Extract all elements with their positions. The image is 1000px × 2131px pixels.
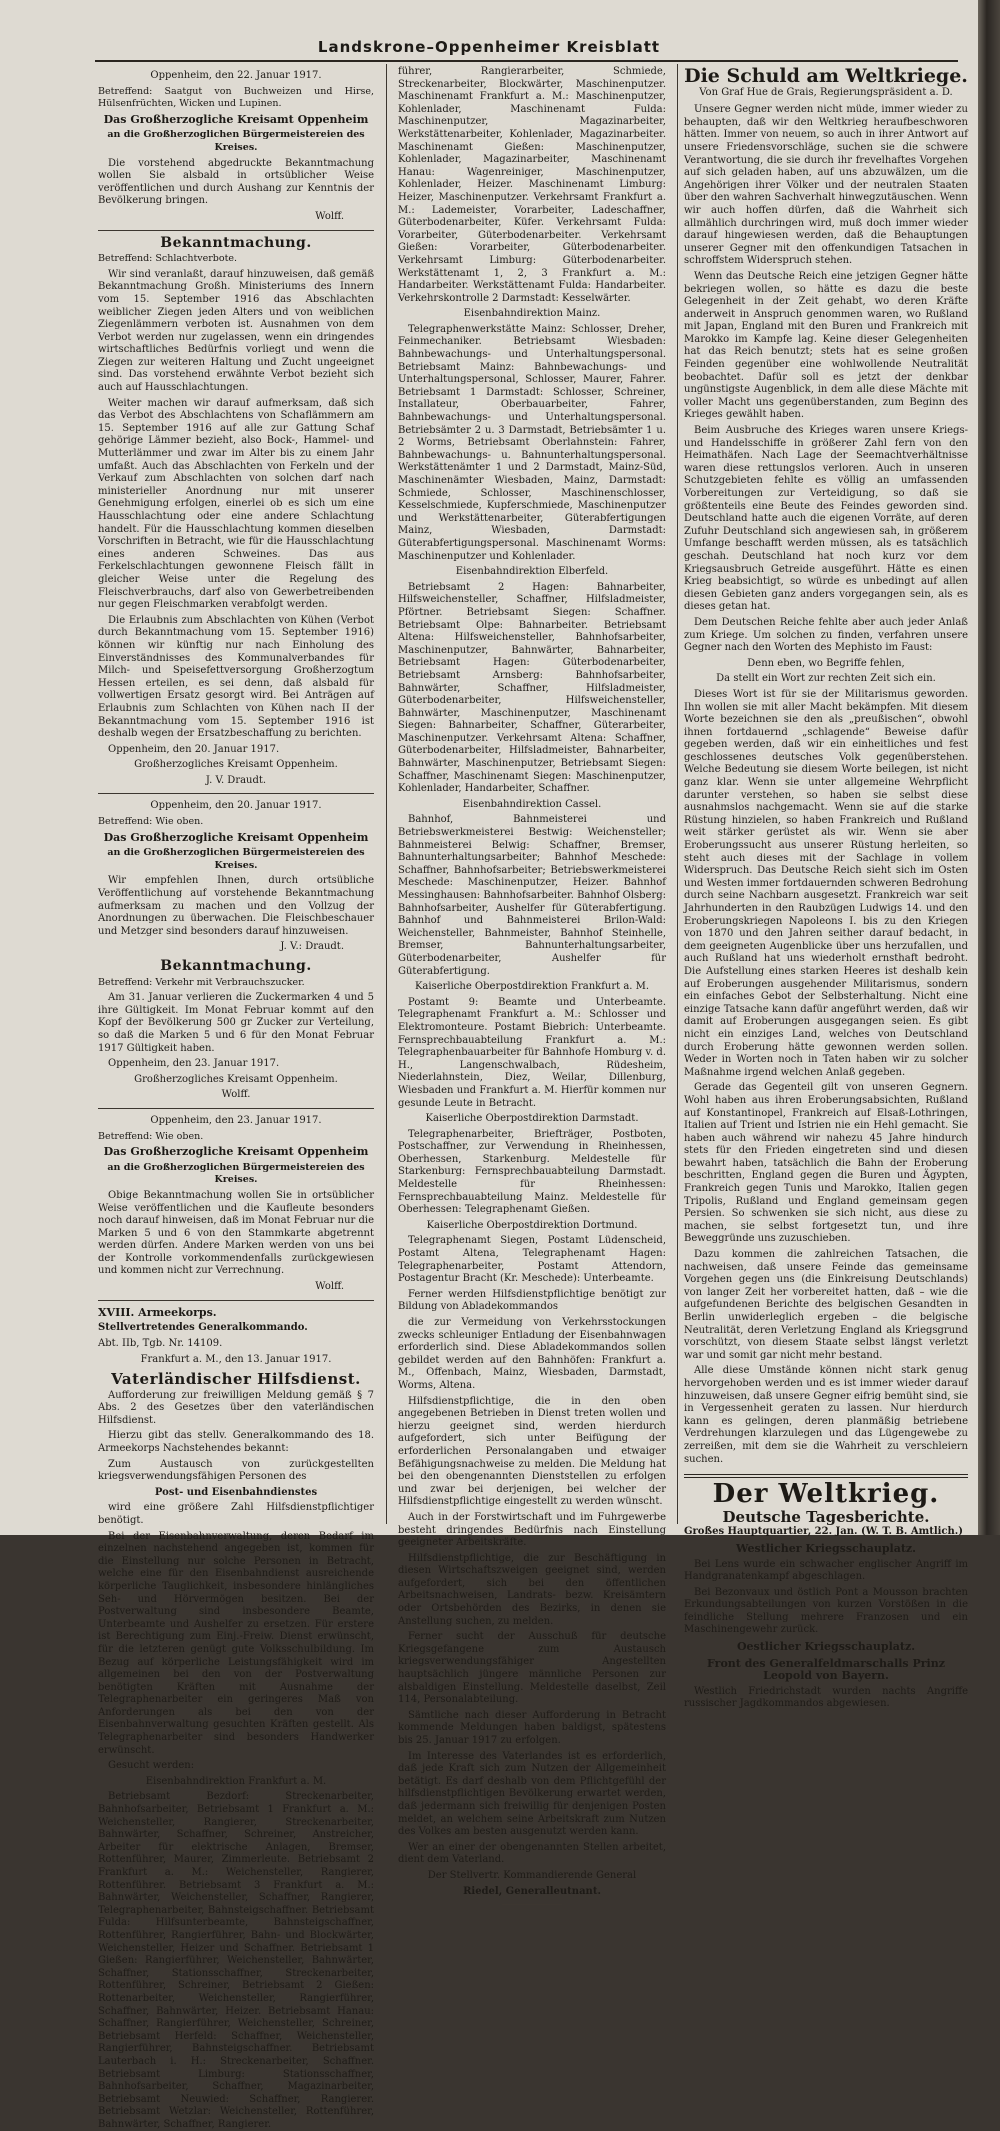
separator <box>98 1108 374 1109</box>
section-heading: Bekanntmachung. <box>160 958 312 974</box>
subsection-heading: Eisenbahndirektion Frankfurt a. M. <box>145 1775 327 1787</box>
reference-line: Betreffend: Saatgut von Buchweizen und Hirse, Hülsenfrüchten, Wicken und Lupinen. <box>98 85 374 110</box>
article-byline: Von Graf Hue de Grais, Regierungspräsident a. D. <box>699 86 953 98</box>
paragraph: Obige Bekanntmachung wollen Sie in ortsüblicher Weise veröffentlichen und die Kaufleute besonders noch darauf hinweisen, daß im Monat Februar nur die Marken 5 und 6 von den Stammkarte abgetrennt werden dürfen. Andere Marken werden von uns bei der Kontrolle vorkommendenfalls zurückgewiesen und kommen nicht zur Verrechnung. <box>98 1189 374 1277</box>
quote-line: Da stellt ein Wort zur rechten Zeit sich ein. <box>716 673 936 685</box>
subsection-heading: Oestlicher Kriegsschauplatz. <box>736 1640 916 1654</box>
paragraph: Postamt 9: Beamte und Unterbeamte. Telegraphenamt Frankfurt a. M.: Schlosser und Elektromonteure. Postamt Biebrich: Unterbeamte. Fernsprechbauabteilung Frankfurt a. M.: Telegraphenbauarbeiter für Bahnhofe Homburg v. d. H., Langenschwalbach, Rüdesheim, Niederlahnstein, Diez, Weilar, Dillenburg, Wiesbaden und Frankfurt a. M. Hierfür kommen nur gesunde Leute in Betracht. <box>398 996 666 1109</box>
paragraph: Bei Lens wurde ein schwacher englischer Angriff im Handgranatenkampf abgeschlagen. <box>684 1558 968 1583</box>
paragraph: Am 31. Januar verlieren die Zuckermarken 4 und 5 ihre Gültigkeit. Im Monat Februar kommt auf den Kopf der Bevölkerung 500 gr Zucker zur Verteilung, so daß die Marken 5 und 6 für den Monat Februar 1917 Gültigkeit haben. <box>98 992 374 1054</box>
section-heading: Vaterländischer Hilfsdienst. <box>111 1370 361 1389</box>
article-title: Die Schuld am Weltkriege. <box>684 65 968 87</box>
office-subheading: an die Großherzoglichen Bürgermeistereien des Kreises. <box>107 129 365 153</box>
paragraph: Wir empfehlen Ihnen, durch ortsübliche Veröffentlichung auf vorstehende Bekanntmachung aufmerksam zu machen und den Vollzug der Anordnungen zu überwachen. Die Fleischbeschauer und Metzger sind besonders darauf hinzuweisen. <box>98 875 374 937</box>
paragraph: Gerade das Gegenteil gilt von unseren Gegnern. Wohl haben aus ihren Eroberungsabsichten, Rußland auf Konstantinopel, Frankreich auf Elsaß-Lothringen, Italien auf Trient und Istrien nie ein Hehl gemacht. Sie haben auch während wir nahezu 45 Jahre hindurch stets für den Frieden eingetreten sind und diesen bewahrt haben, tatsächlich die Bahn der Eroberung beschritten, England gegen die Buren und Ägypten, Frankreich gegen Tunis und Marokko, Italien gegen Tripolis, Rußland und England gemeinsam gegen Persien. So schwenken sie sich nicht, aus diese zu machen, sie selbst fortgesetzt tun, und ihre Beweggründe uns zuzuschieben. <box>684 1082 968 1245</box>
paragraph: Wir sind veranlaßt, darauf hinzuweisen, daß gemäß Bekanntmachung Großh. Ministeriums des Innern vom 15. September 1916 das Abschlachten weiblicher Ziegen jeden Alters und von weiblichen Ziegenlämmern verboten ist. Ausnahmen von dem Verbot werden nur zugelassen, wenn ein dringendes wirtschaftliches Bedürfnis vorliegt und wenn die Ziegen zur weiteren Haltung und Zucht ungeeignet sind. Das vorstehend erwähnte Verbot bezieht sich auch auf Hausschlachtungen. <box>98 268 374 394</box>
signature: Wolff. <box>221 1089 251 1101</box>
office-heading: Das Großherzogliche Kreisamt Oppenheim <box>103 1145 369 1159</box>
signature: J. V.: Draudt. <box>280 941 344 953</box>
office-subheading: an die Großherzoglichen Bürgermeistereien des Kreises. <box>107 1161 365 1186</box>
signature: Riedel, Generalleutnant. <box>463 1885 601 1897</box>
paragraph: Gesucht werden: <box>108 1760 195 1772</box>
subsection-heading: Eisenbahndirektion Cassel. <box>462 798 602 810</box>
paragraph: Telegraphenarbeiter, Briefträger, Postboten, Postschaffner, zur Verwendung in Rheinhessen, Oberhessen, Starkenburg. Meldestelle für Starkenburg: Fernsprechbauabteilung Darmstadt. Meldestelle für Rheinhessen: Fernsprechbauabteilung Mainz. Meldestelle für Oberhessen: Telegraphenamt Gießen. <box>398 1128 666 1216</box>
column-1 <box>98 66 374 2130</box>
section-heading: Der Weltkrieg. <box>712 1479 940 1510</box>
paragraph: Telegraphenwerkstätte Mainz: Schlosser, Dreher, Feinmechaniker. Betriebsamt Wiesbaden: Bahnbewachungs- und Unterhaltungspersonal. Betriebsamt Mainz: Bahnbewachungs- und Unterhaltungspersonal, Schlosser, Maurer, Fahrer. Betriebsamt 1 Darmstadt: Schlosser, Schreiner, Installateur, Oberbauarbeiter, Fahrer, Bahnbewachungs- und Unterhaltungspersonal. Betriebsämter 2 u. 3 Darmstadt, Betriebsämter 1 u. 2 Worms, Betriebsamt Oberlahnstein: Fahrer, Bahnbewachungs- u. Bahnunterhaltungspersonal. Werkstättenämter 1 und 2 Darmstadt, Mainz-Süd, Maschinenämter Wiesbaden, Mainz, Darmstadt: Schmiede, Schlosser, Maschinenschlosser, Kesselschmiede, Kupferschmiede, Maschinenputzer und Werkstättenarbeiter, Güterabfertigungen Mainz, Wiesbaden, Darmstadt: Güterabfertigungspersonal. Maschinenamt Worms: Maschinenputzer und Kohlenlader. <box>398 323 666 562</box>
paragraph: Auch in der Forstwirtschaft und im Fuhrgewerbe besteht dringendes Bedürfnis nach Einstellung geeigneter Arbeitskräfte. <box>398 1511 666 1549</box>
subsection-heading: Deutsche Tagesberichte. <box>722 1507 930 1526</box>
corps-heading: XVIII. Armeekorps. <box>98 1305 217 1319</box>
reference-line: Betreffend: Schlachtverbote. <box>98 253 238 265</box>
office-line: Großherzogliches Kreisamt Oppenheim. <box>134 1073 338 1085</box>
paragraph: Dieses Wort ist für sie der Militarismus geworden. Ihn wollen sie mit aller Macht bekämpfen. Mit diesem Worte bezeichnen sie den als „preußischen“, obwohl ihnen fortdauernd „schlagende“ Beweise dafür gegeben werden, daß wir ein einheitliches und fest geschlossenes deutsches Volk gegenüberstehen. Welche Bedeutung sie diesem Worte beilegen, ist nicht ganz klar. Wenn sie unter allgemeine Wehrpflicht darunter verstehen, so haben sie selbst diese ausnahmslos nachgemacht. Wenn sie auf die starke Rüstung hinzielen, so haben Frankreich und Rußland weit stärker gerüstet als wir. Wenn sie aber Eroberungssucht aus unserer Rüstung herleiten, so steht auch dieses mit der Sachlage in vollem Widerspruch. Das Deutsche Reich sieht sich im Osten und Westen immer fortdauernden schweren Bedrohung durch seine Nachbarn ausgesetzt. Frankreich war seit Jahrhunderten in den Raubzügen Ludwigs 14. und den Eroberungskriegen Napoleons I. bis zu den Kriegen von 1870 und den Jahren seither darauf bedacht, in dem geeigneten Augenblicke über uns herzufallen, und auch Rußland hat uns wiederholt ernsthaft bedroht. Die Aufstellung eines starken Heeres ist deshalb kein auf Eroberungen ausgehender Militarismus, sondern ein einfaches Gebot der Selbsterhaltung. Nicht eine einzige Tatsache kann dafür angeführt werden, daß wir damit auf Eroberungen ausgegangen seien. Es gibt nicht ein einziges Land, welches von Deutschland durch Eroberung hätte gewonnen werden sollen. Weder in Worten noch in Taten haben wir zu solcher Maßnahme irgend welchen Anlaß gegeben. <box>684 688 968 1078</box>
paragraph: Weiter machen wir darauf aufmerksam, daß sich das Verbot des Abschlachtens von Schaflämmern am 15. September 1916 auf alle zur Gattung Schaf gehörige Lämmer bezieht, also Bock-, Hammel- und Mutterlämmer und zwar im Alter bis zu einem Jahr umfaßt. Auch das Abschlachten von Ferkeln und der Verkauf zum Abschlachten von solchen darf nach ministerieller Anordnung nur mit unserer Genehmigung erfolgen, einerlei ob es sich um eine Hausschlachtung oder eine andere Schlachtung handelt. Für die Hausschlachtung kommen dieselben Vorschriften in Betracht, wie für die Hausschlachtung eines anderen Schweines. Das aus Ferkelschlachtungen gewonnene Fleisch fällt in gleicher Weise unter die Regelung des Fleischverbrauchs, darf also von Gewerbetreibenden nur gegen Fleischmarken verabfolgt werden. <box>98 397 374 611</box>
section-heading: Bekanntmachung. <box>160 234 312 251</box>
signature-title: Der Stellvertr. Kommandierende General <box>427 1869 637 1881</box>
paragraph: führer, Rangierarbeiter, Schmiede, Streckenarbeiter, Blockwärter, Maschinenputzer. Maschinenamt Frankfurt a. M.: Maschinenputzer, Kohlenlader, Maschinenamt Fulda: Maschinenputzer, Magazinarbeiter, Werkstättenarbeiter, Kohlenlader, Magazinarbeiter. Maschinenamt Gießen: Maschinenputzer, Kohlenlader, Magazinarbeiter, Maschinenamt Hanau: Wagenreiniger, Maschinenputzer, Kohlenlader, Heizer. Maschinenamt Limburg: Heizer, Maschinenputzer. Verkehrsamt Frankfurt a. M.: Lademeister, Vorarbeiter, Ladeschaffner, Güterbodenarbeiter, Küfer. Verkehrsamt Fulda: Vorarbeiter, Güterbodenarbeiter. Verkehrsamt Gießen: Vorarbeiter, Güterbodenarbeiter. Verkehrsamt Limburg: Güterbodenarbeiter. Werkstättenamt 1, 2, 3 Frankfurt a. M.: Handarbeiter. Werkstättenamt Fulda: Handarbeiter. Verkehrskontrolle 2 Darmstadt: Kesselwärter. <box>398 66 666 304</box>
office-heading: Das Großherzogliche Kreisamt Oppenheim <box>103 830 369 844</box>
subsection-heading: Westlicher Kriegsschauplatz. <box>736 1541 916 1555</box>
reference-line: Betreffend: Wie oben. <box>98 1130 204 1142</box>
signature: Wolff. <box>315 1281 344 1293</box>
separator <box>98 793 374 794</box>
dateline: Oppenheim, den 23. Januar 1917. <box>150 1114 322 1126</box>
subsection-heading: Kaiserliche Oberpostdirektion Darmstadt. <box>425 1113 639 1125</box>
subsection-heading: Eisenbahndirektion Mainz. <box>463 308 601 320</box>
paragraph: Die Erlaubnis zum Abschlachten von Kühen (Verbot durch Bekanntmachung vom 15. September 1916) können wir künftig nur nach Einholung des Einverständnisses des Kommunalverbandes für Milch- und Speisefettversorgung Großherzogtum Hessen erteilen, es sei denn, daß alsbald für vollwertigen Ersatz gesorgt wird. Bei Anträgen auf Erlaubnis zum Schlachten von Kühen nach II der Bekanntmachung vom 15. September 1916 ist deshalb wegen der Ersatzbeschaffung zu berichten. <box>98 614 374 740</box>
dateline: Oppenheim, den 22. Januar 1917. <box>150 70 322 81</box>
paragraph: Westlich Friedrichstadt wurden nachts Angriffe russischer Jagdkommandos abgewiesen. <box>684 1685 968 1710</box>
paragraph: Dem Deutschen Reiche fehlte aber auch jeder Anlaß zum Kriege. Um solchen zu finden, verfahren unsere Gegner nach den Worten des Mephisto im Faust: <box>684 616 968 654</box>
subsection-heading: Kaiserliche Oberpostdirektion Frankfurt a. M. <box>414 981 650 993</box>
dateline: Oppenheim, den 23. Januar 1917. <box>108 1058 280 1070</box>
paragraph: Bahnhof, Bahnmeisterei und Betriebswerkmeisterei Bestwig: Weichensteller; Bahnmeisterei Belwig: Schaffner, Bremser, Bahnunterhaltungsarbeiter; Bahnhof Meschede: Schaffner, Bahnhofsarbeiter; Betriebswerkmeisterei Meschede: Maschinenputzer, Heizer. Bahnhof Messinghausen: Bahnhofsarbeiter. Bahnhof Olsberg: Bahnhofsarbeiter, Aushelfer für Güterabfertigung. Bahnhof und Bahnmeisterei Brilon-Wald: Weichensteller, Bahnmeister, Bahnhof Steinhelle, Bremser, Bahnunterhaltungsarbeiter, Güterbodenarbeiter, Aushelfer für Güterabfertigung. <box>398 814 666 977</box>
paragraph: Ferner sucht der Ausschuß für deutsche Kriegsgefangene zum Austausch kriegsverwendungsfähiger Angestellten hauptsächlich jüngere männliche Personen zur alsbaldigen Einstellung. Meldestelle daselbst, Zeil 114, Personalabteilung. <box>398 1631 666 1706</box>
dateline: Frankfurt a. M., den 13. Januar 1917. <box>140 1354 332 1366</box>
masthead: Landskrone–Oppenheimer Kreisblatt <box>317 38 661 56</box>
paragraph: Bei der Eisenbahnverwaltung, deren Bedarf im einzelnen nachstehend angegeben ist, kommen für die Einstellung nur solche Personen in Betracht, welche eine für den Eisenbahndienst ausreichende körperliche Tauglichkeit, insbesondere hinlängliches Seh- und Hörvermögen besitzen. Bei der Postverwaltung sind insbesondere Beamte, Unterbeamte und Aushelfer zu ersetzen. Für erstere ist Berechtigung zum Einj.-Freiw. Dienst erwünscht, für die letzteren genügt gute Volksschulbildung. Im Bezug auf körperliche Leistungsfähigkeit wird im allgemeinen bei den von der Postverwaltung benötigten Kräften mit Ausnahme der Telegraphenarbeiter ein geringeres Maß von Anforderungen als bei den von der Eisenbahnverwaltung gesuchten Kräften gestellt. Als Telegraphenarbeiter sind besonders Handwerker erwünscht. <box>98 1530 374 1756</box>
paragraph: Alle diese Umstände können nicht stark genug hervorgehoben werden und es ist immer wieder darauf hinzuweisen, daß unsere Gegner eifrig bemüht sind, sie in Vergessenheit geraten zu lassen. Nur hierdurch kann es gelingen, deren planmäßig betriebene Verdrehungen klarzulegen und das Lügengewebe zu zerreißen, mit dem sie die Wahrheit zu verschleiern suchen. <box>684 1365 968 1465</box>
paragraph: Hilfsdienstpflichtige, die in den oben angegebenen Betrieben in Dienst treten wollen und hierzu geeignet sind, werden hierdurch aufgefordert, sich unter Beifügung der erforderlichen Personalangaben und etwaiger Befähigungsnachweise zu melden. Die Meldung hat bei den obengenannten Dienststellen zu erfolgen und zwar bei derjenigen, bei welcher der Hilfsdienstpflichtige eingestellt zu werden wünscht. <box>398 1395 666 1508</box>
section-rule <box>684 1474 968 1478</box>
paragraph: Sämtliche nach dieser Aufforderung in Betracht kommende Meldungen haben baldigst, spätestens bis 25. Januar 1917 zu erfolgen. <box>398 1709 666 1746</box>
paragraph: Betriebsamt Bezdorf: Streckenarbeiter, Bahnhofsarbeiter, Betriebsamt 1 Frankfurt a. M.: Weichensteller, Rangierer, Streckenarbeiter, Bahnwärter, Schaffner, Schreiner, Anstreicher, Arbeiter für elektrische Anlagen, Bremser, Rottenführer, Maurer, Zimmerleute. Betriebsamt 2 Frankfurt a. M.: Weichensteller, Rangierer, Rottenführer. Betriebsamt 3 Frankfurt a. M.: Bahnwärter, Weichensteller, Schaffner, Rangierer, Telegraphenarbeiter, Bahnsteigschaffner. Betriebsamt Fulda: Hilfsunterbeamte, Bahnsteigschaffner, Rottenführer, Rangierführer, Bahn- und Blockwärter, Weichensteller, Heizer und Schaffner. Betriebsamt 1 Gießen: Rangierführer, Weichensteller, Bahnwärter, Schaffner, Stationsschaffner, Streckenarbeiter, Rottenführer, Schreiner, Betriebsamt 2 Gießen: Rottenarbeiter, Weichensteller, Rangierführer, Schaffner, Bahnwärter, Heizer. Betriebsamt Hanau: Schaffner, Rangierführer, Weichensteller, Schreiner, Betriebsamt Herfeld: Schaffner, Weichensteller, Rangierführer, Bahnsteigschaffner. Betriebsamt Lauterbach i. H.: Streckenarbeiter, Schaffner. Betriebsamt Limburg: Stationsschaffner, Bahnhofsarbeiter, Schaffner, Magazinarbeiter, Betriebsamt Neuwied: Schaffner, Rangierer. Betriebsamt Wetzlar: Weichensteller, Rottenführer, Bahnwärter, Schaffner, Rangierer. <box>98 1791 374 2130</box>
paragraph: Aufforderung zur freiwilligen Meldung gemäß § 7 Abs. 2 des Gesetzes über den vaterländischen Hilfsdienst. <box>98 1389 374 1426</box>
paragraph: Zum Austausch von zurückgestellten kriegsverwendungsfähigen Personen des <box>98 1458 374 1483</box>
paragraph: Bei Bezonvaux und östlich Pont a Mousson brachten Erkundungsabteilungen von kurzen Vorstößen in die feindliche Stellung mehrere Franzosen und ein Maschinengewehr zurück. <box>684 1586 968 1636</box>
paragraph: Beim Ausbruche des Krieges waren unsere Kriegs- und Handelsschiffe in größerer Zahl fern von den Heimathäfen. Nach Lage der Seemachtverhältnisse waren diese rettungslos verloren. Auch in unseren Schutzgebieten fehlte es völlig an umfassenden Vorbereitungen zur Verteidigung, so daß sie größtenteils eine Beute des Feindes geworden sind. Deutschland hatte auch die eigenen Vorräte, auf deren Zufuhr Deutschland sich angewiesen sah, in größerem Umfange beschafft werden müssen, als es tatsächlich geschah. Deutschland hat noch kurz vor dem Kriegsausbruch Getreide ausgeführt. Hätte es einen Krieg beabsichtigt, so würde es unbedingt auf allen diesen Gebieten ganz anders vorgegangen sein, als es dieses getan hat. <box>684 425 968 613</box>
emphasis-line: Post- und Eisenbahndienstes <box>154 1486 318 1498</box>
separator <box>502 1904 562 1905</box>
office-line: Großherzogliches Kreisamt Oppenheim. <box>134 759 338 771</box>
column-2 <box>398 66 666 1897</box>
office-subheading: an die Großherzoglichen Bürgermeistereien des Kreises. <box>107 847 365 871</box>
paragraph: Die vorstehend abgedruckte Bekanntmachung wollen Sie alsbald in ortsüblicher Weise veröffentlichen und durch Aushang zur Kenntnis der Bevölkerung bringen. <box>98 157 374 207</box>
signature: Wolff. <box>315 210 344 222</box>
dateline: Oppenheim, den 20. Januar 1917. <box>150 800 322 812</box>
separator <box>98 1300 374 1301</box>
paragraph: Unsere Gegner werden nicht müde, immer wieder zu behaupten, daß wir den Weltkrieg heraufbeschworen hätten. Immer von neuem, so auch in ihrer Antwort auf unsere Friedensvorschläge, suchen sie die schwere Verantwortung, die sie durch ihr frevelhaftes Vorgehen auf sich geladen haben, auf uns abzuwälzen, um die Angehörigen ihrer Völker und der neutralen Staaten über den wahren Sachverhalt hinwegzutäuschen. Wenn wir auch hoffen dürfen, daß die Wahrheit sich allmählich durchringen wird, muß doch immer wieder darauf hingewiesen werden, daß die Behauptungen unserer Gegner mit den offenkundigen Tatsachen in schroffstem Widerspruch stehen. <box>684 104 968 267</box>
subsection-heading: Front des Generalfeldmarschalls Prinz Leopold von Bayern. <box>707 1656 945 1683</box>
paragraph: die zur Vermeidung von Verkehrsstockungen zwecks schleuniger Entladung der Eisenbahnwagen erforderlich sind. Diese Abladekommandos sollen gebildet werden auf den Bahnhöfen: Frankfurt a. M., Offenbach, Mainz, Wiesbaden, Darmstadt, Worms, Altena. <box>398 1317 666 1391</box>
corps-reference: Abt. IIb, Tgb. Nr. 14109. <box>98 1337 223 1349</box>
reference-line: Betreffend: Verkehr mit Verbrauchszucker. <box>98 976 305 988</box>
subsection-heading: Kaiserliche Oberpostdirektion Dortmund. <box>426 1219 638 1231</box>
corps-subheading: Stellvertretendes Generalkommando. <box>98 1322 308 1334</box>
column-divider <box>677 64 678 1524</box>
paragraph: Wer an einer der obengenannten Stellen arbeitet, dient dem Vaterland. <box>398 1841 666 1866</box>
office-heading: Das Großherzogliche Kreisamt Oppenheim <box>103 112 369 126</box>
subsection-heading: Eisenbahndirektion Elberfeld. <box>455 566 609 578</box>
signature: J. V. Draudt. <box>205 774 267 786</box>
paragraph: Im Interesse des Vaterlandes ist es erforderlich, daß jede Kraft sich zum Nutzen der Allgemeinheit betätigt. Es darf deshalb von dem Pflichtgefühl der hilfsdienstpflichtigen Bevölkerung erwartet werden, daß jedermann sich freiwillig für denjenigen Posten meldet, an welchem seine Arbeitskraft zum Nutzen des Volkes am besten ausgenutzt werden kann. <box>398 1750 666 1838</box>
paragraph: Hilfsdienstpflichtige, die zur Beschäftigung in diesen Wirtschaftszweigen geeignet sind, werden aufgefordert, sich bei den öffentlichen Arbeitsnachweisen, Landrats- bezw. Kreisämtern oder Ortsbehörden des Bezirks, in denen sie Anstellung suchen, zu melden. <box>398 1552 666 1627</box>
book-spine <box>978 0 1000 1535</box>
paragraph: Ferner werden Hilfsdienstpflichtige benötigt zur Bildung von Abladekommandos <box>398 1288 666 1313</box>
dateline: Großes Hauptquartier, 22. Jan. (W. T. B. Amtlich.) <box>684 1526 964 1538</box>
quote-line: Denn eben, wo Begriffe fehlen, <box>747 657 905 669</box>
paragraph: Wenn das Deutsche Reich eine jetzigen Gegner hätte bekriegen wollen, so hätte es dazu die beste Gelegenheit in der Zeit gehabt, wo deren Kräfte anderweit in Anspruch genommen waren, wo Rußland mit Japan, England mit den Buren und Frankreich mit Marokko im Kampfe lag. Keine dieser Gelegenheiten hat das Reich benutzt; stets hat es seine großen Feinden gegenüber eine wohlwollende Neutralität beobachtet. Dafür soll es jetzt der denkbar ungünstigste Augenblick, in dem alle diese Mächte mit voller Macht uns gegenüberstanden, zum Beginn des Krieges gewählt haben. <box>684 270 968 421</box>
paragraph: Dazu kommen die zahlreichen Tatsachen, die nachweisen, daß unsere Feinde das gemeinsame Vorgehen gegen uns (die Einkreisung Deutschlands) von langer Zeit her vorbereitet hatten, daß – wie die aufgefundenen Berichte des belgischen Gesandten in Berlin unwiderleglich ergeben – die belgische Neutralität, deren Verletzung England als Kriegsgrund vorschützt, von diesem Staate selbst längst verletzt war und somit gar nicht mehr bestand. <box>684 1249 968 1361</box>
column-divider <box>386 64 387 1524</box>
paragraph: Telegraphenamt Siegen, Postamt Lüdenscheid, Postamt Altena, Telegraphenamt Hagen: Telegraphenarbeiter, Postamt Attendorn, Postagentur Bracht (Kr. Meschede): Unterbeamte. <box>398 1235 666 1285</box>
paragraph: Betriebsamt 2 Hagen: Bahnarbeiter, Hilfsweichensteller, Schaffner, Hilfsladmeister, Pförtner. Betriebsamt Siegen: Schaffner. Betriebsamt Olpe: Bahnarbeiter. Betriebsamt Altena: Hilfsweichensteller, Bahnhofsarbeiter, Maschinenputzer, Bahnwärter, Bahnarbeiter, Betriebsamt Hagen: Güterbodenarbeiter, Betriebsamt Arnsberg: Bahnhofsarbeiter, Bahnwärter, Schaffner, Hilfsladmeister, Güterbodenarbeiter, Hilfsweichensteller, Bahnwärter, Maschinenputzer, Maschinenamt Siegen: Bahnarbeiter, Schaffner, Güterarbeiter, Maschinenputzer. Verkehrsamt Altena: Schaffner, Güterbodenarbeiter, Hilfsladmeister, Bahnarbeiter, Bahnwärter, Maschinenputzer, Betriebsamt Siegen: Schaffner, Maschinenamt Siegen: Maschinenputzer, Kohlenlader, Handarbeiter, Schaffner. <box>398 581 666 795</box>
paragraph: wird eine größere Zahl Hilfsdienstpflichtiger benötigt. <box>98 1502 374 1526</box>
column-3 <box>684 65 968 1710</box>
reference-line: Betreffend: Wie oben. <box>98 816 204 828</box>
paragraph: Hierzu gibt das stellv. Generalkommando des 18. Armeekorps Nachstehendes bekannt: <box>98 1430 374 1454</box>
header-rule <box>95 60 958 62</box>
separator <box>98 230 374 231</box>
dateline: Oppenheim, den 20. Januar 1917. <box>108 743 280 755</box>
